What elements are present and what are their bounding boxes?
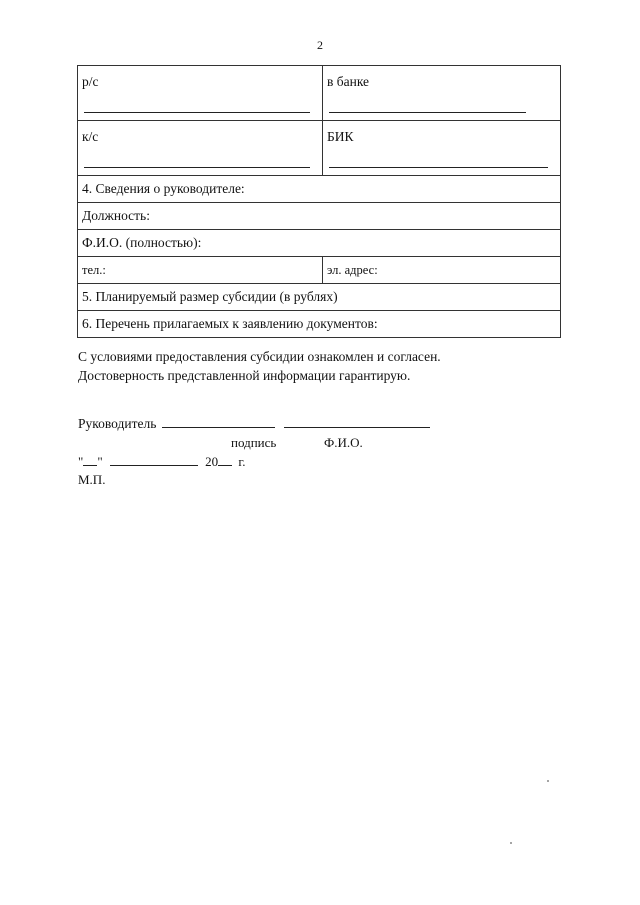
contacts-row <box>78 257 561 284</box>
stamp-label: М.П. <box>78 472 106 487</box>
consent-line: С условиями предоставления субсидии ознакомлен и согласен. <box>78 349 441 364</box>
year-suffix: г. <box>238 454 246 469</box>
signature-line <box>162 415 275 428</box>
bik-cell <box>323 121 561 176</box>
scan-artifact-dot <box>547 780 549 782</box>
section6-row <box>78 311 561 338</box>
section4-cell <box>78 176 561 203</box>
full-name-row <box>78 230 561 257</box>
email-cell <box>323 257 561 284</box>
bank-label: в банке <box>327 74 370 89</box>
corr-account-label: к/с <box>82 129 99 144</box>
corr-account-fill-line <box>84 167 310 168</box>
full-name-label: Ф.И.О. (полностью): <box>82 235 202 250</box>
application-form-table <box>77 65 561 338</box>
date-quote-open: " <box>78 454 84 469</box>
position-label: Должность: <box>82 208 150 223</box>
section6-title: 6. Перечень прилагаемых к заявлению документов: <box>82 316 378 331</box>
position-cell <box>78 203 561 230</box>
account-row <box>78 66 561 121</box>
bik-fill-line <box>329 167 548 168</box>
signature-captions-row <box>78 435 430 453</box>
consent-statement <box>78 347 441 385</box>
head-label: Руководитель <box>78 416 157 431</box>
bik-label: БИК <box>327 129 354 144</box>
section5-row <box>78 284 561 311</box>
section6-cell <box>78 311 561 338</box>
scan-artifact-dot <box>510 842 512 844</box>
year-line <box>218 453 232 466</box>
corr-account-row <box>78 121 561 176</box>
day-line <box>83 453 97 466</box>
bank-fill-line <box>329 112 526 113</box>
bank-cell <box>323 66 561 121</box>
signature-caption: подпись <box>231 435 277 450</box>
date-row <box>78 453 430 470</box>
month-line <box>110 453 198 466</box>
section5-cell <box>78 284 561 311</box>
signature-row <box>78 415 430 435</box>
phone-label: тел.: <box>82 263 106 277</box>
guarantee-line: Достоверность представленной информации гарантирую. <box>78 368 411 383</box>
date-quote-close: " <box>97 454 103 469</box>
year-prefix: 20 <box>205 454 219 469</box>
email-label: эл. адрес: <box>327 263 378 277</box>
account-fill-line <box>84 112 310 113</box>
position-row <box>78 203 561 230</box>
section4-row <box>78 176 561 203</box>
phone-cell <box>78 257 323 284</box>
name-caption: Ф.И.О. <box>324 435 363 450</box>
corr-account-cell <box>78 121 323 176</box>
account-label: р/с <box>82 74 99 89</box>
account-cell <box>78 66 323 121</box>
section4-title: 4. Сведения о руководителе: <box>82 181 245 196</box>
page-number: 2 <box>317 38 323 52</box>
full-name-cell <box>78 230 561 257</box>
signature-block <box>78 415 430 488</box>
section5-title: 5. Планируемый размер субсидии (в рублях) <box>82 289 338 304</box>
name-line <box>284 415 430 428</box>
